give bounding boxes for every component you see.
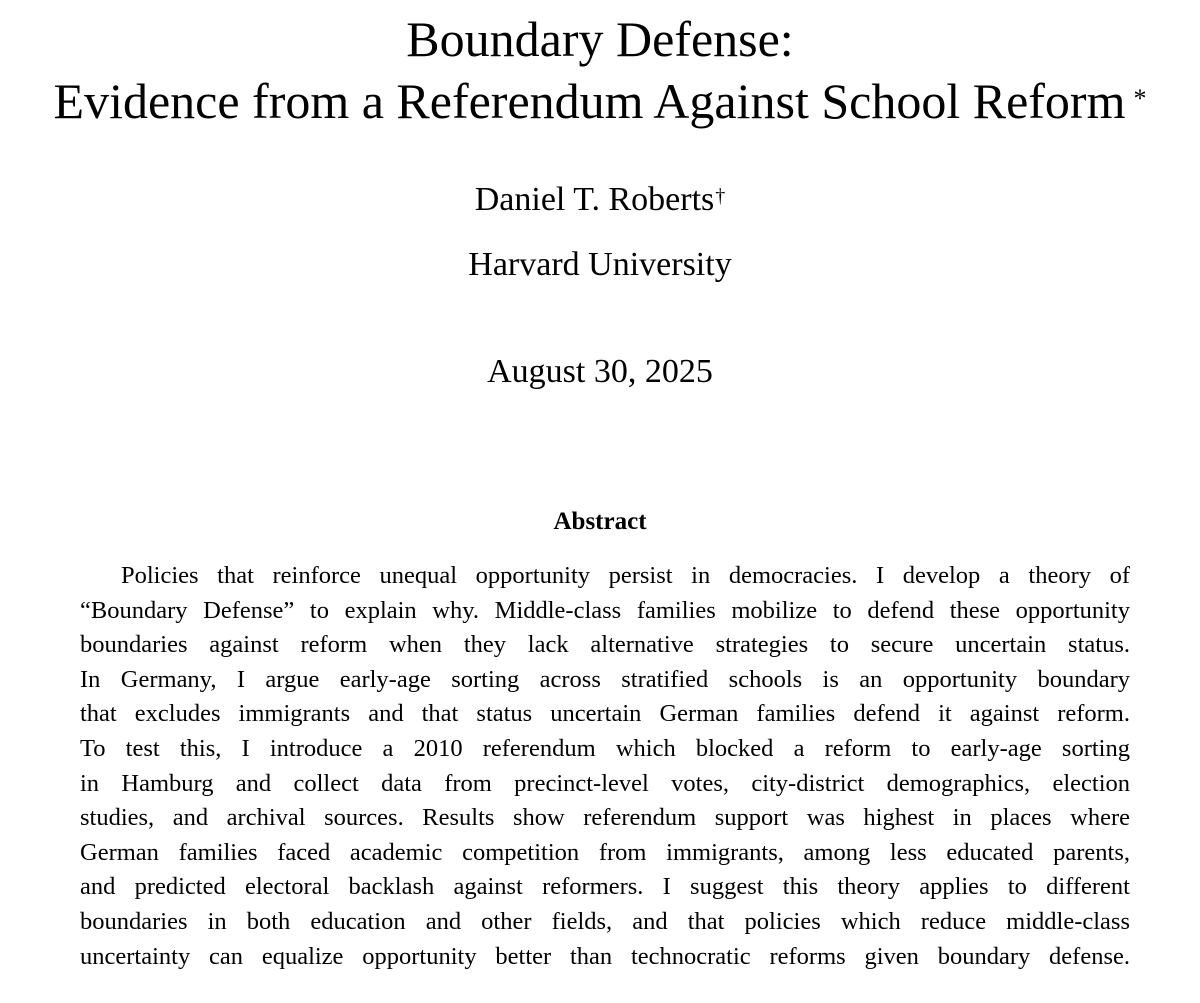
paper-title-line-1 (0, 8, 1200, 70)
author-line (0, 180, 1200, 220)
author-name: Daniel T. Roberts (474, 181, 715, 218)
abstract-line: boundaries in both education and other fields, and that policies which reduce middle-class (80, 907, 1130, 935)
abstract-line: German families faced academic competition from immigrants, among less educated parents, (80, 838, 1130, 866)
publication-date: August 30, 2025 (487, 353, 713, 390)
abstract-line: To test this, I introduce a 2010 referendum which blocked a reform to early-age sorting (80, 734, 1130, 762)
abstract-line: and predicted electoral backlash against reformers. I suggest this theory applies to different (80, 873, 1130, 901)
title-block (0, 8, 1200, 132)
abstract-line: studies, and archival sources. Results show referendum support was highest in places where (80, 804, 1130, 832)
author-footnote-link[interactable]: † (715, 185, 726, 207)
title-footnote-link[interactable]: * (1133, 84, 1147, 113)
abstract-line: Policies that reinforce unequal opportunity persist in democracies. I develop a theory of (121, 562, 1130, 589)
abstract-line: In Germany, I argue early-age sorting across stratified schools is an opportunity boundary (80, 665, 1130, 693)
abstract-line: that excludes immigrants and that status uncertain German families defend it against reform. (80, 700, 1130, 728)
abstract-line: boundaries against reform when they lack alternative strategies to secure uncertain status. (80, 631, 1130, 659)
author-affiliation: Harvard University (468, 246, 732, 283)
abstract-line: in Hamburg and collect data from precinct-level votes, city-district demographics, election (80, 769, 1130, 797)
abstract-heading: Abstract (553, 508, 647, 535)
paper-title-line-2 (0, 70, 1200, 132)
paper-title-line-2-text: Evidence from a Referendum Against School Reform (53, 73, 1126, 129)
abstract-body (80, 559, 1130, 974)
paper-title-line-1-text: Boundary Defense: (406, 11, 794, 67)
abstract-line: uncertainty can equalize opportunity better than technocratic reforms given boundary defense. (80, 942, 1130, 970)
abstract-line: “Boundary Defense” to explain why. Middle-class families mobilize to defend these opportunity (80, 596, 1130, 624)
